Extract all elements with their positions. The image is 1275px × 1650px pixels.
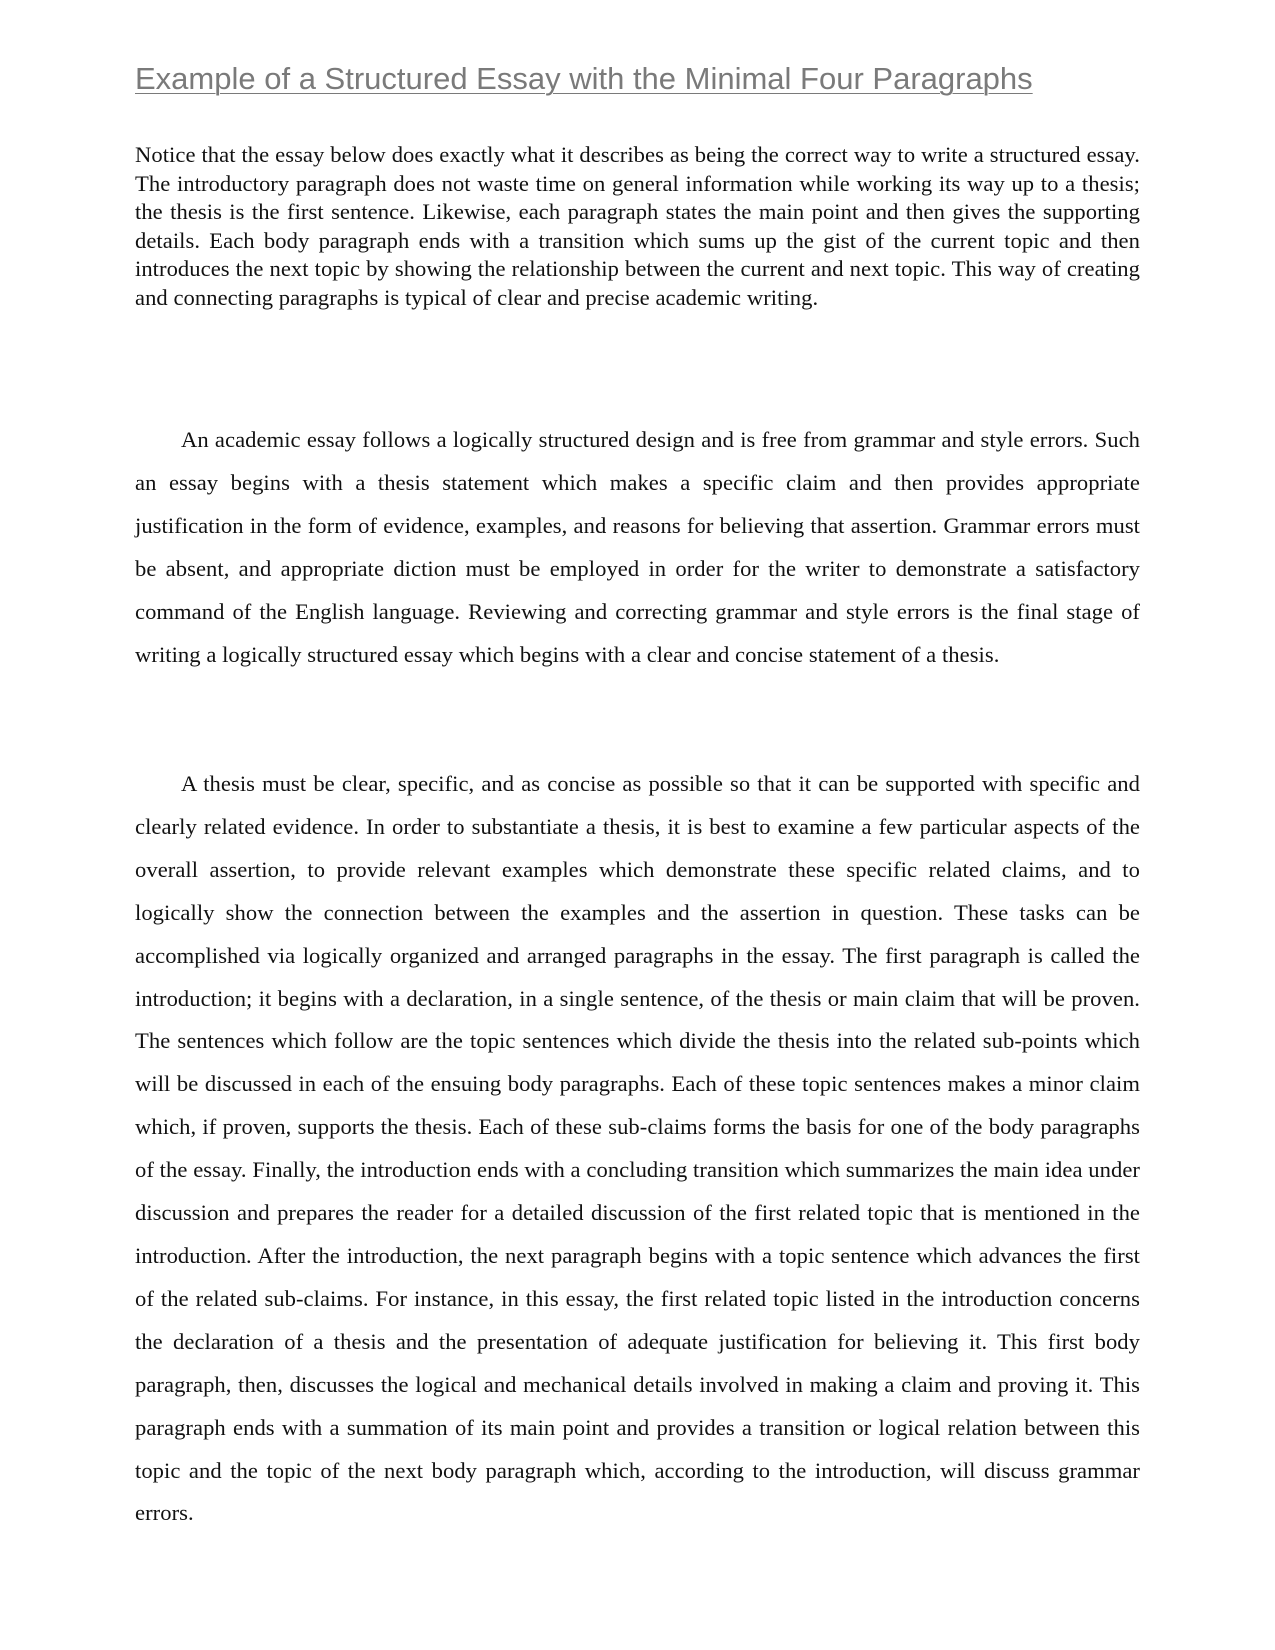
intro-note-paragraph: Notice that the essay below does exactly what it describes as being the correct way to write a structured essay. The introductory paragraph does not waste time on general information while working its way up to a thesis; the thesis is the first sentence. Likewise, each paragraph states the main point and then gives the supporting details. Each body paragraph ends with a transition which sums up the gist of the current topic and then introduces the next topic by showing the relationship between the current and next topic. This way of creating and connecting paragraphs is typical of clear and precise academic writing. [135,142,1140,310]
essay-paragraph-1: An academic essay follows a logically structured design and is free from grammar and style errors. Such an essay begins with a thesis statement which makes a specific claim and then provides appropriate justification in the form of evidence, examples, and reasons for believing that assertion. Grammar errors must be absent, and appropriate diction must be employed in order for the writer to demonstrate a satisfactory command of the English language. Reviewing and correcting grammar and style errors is the final stage of writing a logically structured essay which begins with a clear and concise statement of a thesis. [135,427,1140,667]
essay-paragraph-2: A thesis must be clear, specific, and as concise as possible so that it can be supported with specific and clearly related evidence. In order to substantiate a thesis, it is best to examine a few particular aspects of the overall assertion, to provide relevant examples which demonstrate these specific related claims, and to logically show the connection between the examples and the assertion in question. These tasks can be accomplished via logically organized and arranged paragraphs in the essay. The first paragraph is called the introduction; it begins with a declaration, in a single sentence, of the thesis or main claim that will be proven. The sentences which follow are the topic sentences which divide the thesis into the related sub-points which will be discussed in each of the ensuing body paragraphs. Each of these topic sentences makes a minor claim which, if proven, supports the thesis. Each of these sub-claims forms the basis for one of the body paragraphs of the essay. Finally, the introduction ends with a concluding transition which summarizes the main idea under discussion and prepares the reader for a detailed discussion of the first related topic that is mentioned in the introduction. After the introduction, the next paragraph begins with a topic sentence which advances the first of the related sub-claims. For instance, in this essay, the first related topic listed in the introduction concerns the declaration of a thesis and the presentation of adequate justification for believing it. This first body paragraph, then, discusses the logical and mechanical details involved in making a claim and proving it. This paragraph ends with a summation of its main point and provides a transition or logical relation between this topic and the topic of the next body paragraph which, according to the introduction, will discuss grammar errors. [135,771,1140,1526]
document-title: Example of a Structured Essay with the Minimal Four Paragraphs [135,61,1033,96]
